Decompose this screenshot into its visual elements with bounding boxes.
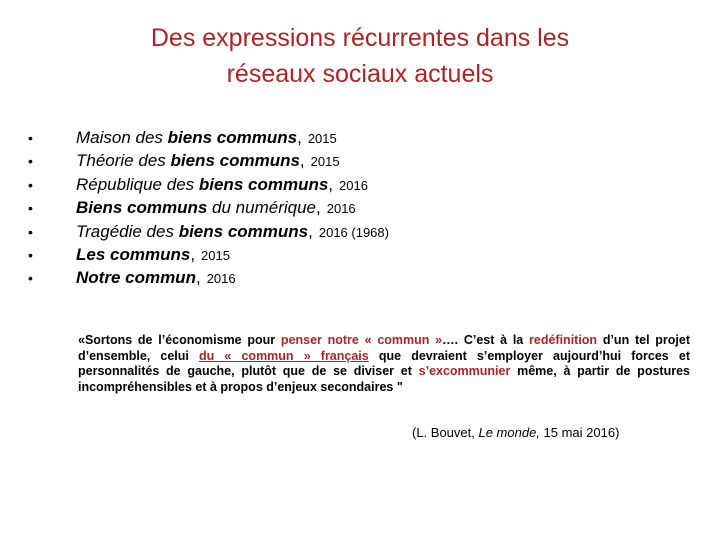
- item-year: 2016 (1968): [318, 224, 389, 240]
- item-text: Les communs: [76, 244, 191, 264]
- item-text: République des biens communs: [76, 174, 329, 194]
- expression-list: [28, 128, 389, 292]
- item-text: Biens communs du numérique: [76, 198, 316, 218]
- item-year: 2015: [307, 131, 337, 146]
- quote-block: «Sortons de l’économisme pour penser notre « commun »…. C’est à la redéfinition d’un tel projet d’ensemble, celui du « commun » français que devraient s’employer aujourd’hui forces et personnalités de gauche, plutôt que de se diviser et s’excommunier même, à partir de postures incompréhensibles et à propos d’enjeux secondaires ": [78, 333, 691, 394]
- bullet-icon: •: [28, 270, 33, 287]
- list-item: • Les communs , 2015: [28, 244, 230, 264]
- item-text: Notre commun: [76, 268, 196, 288]
- bullet-icon: •: [28, 246, 33, 263]
- list-item: • République des biens communs , 2016: [28, 174, 368, 194]
- quote-highlight: s’excommunier: [418, 364, 511, 378]
- bullet-icon: •: [28, 153, 33, 170]
- item-year: 2016: [326, 201, 356, 217]
- item-text: Tragédie des biens communs: [76, 221, 309, 241]
- title-line-1: Des expressions récurrentes dans les: [150, 24, 570, 52]
- list-item: • Maison des biens communs , 2015: [28, 128, 337, 147]
- quote-highlight: redéfinition: [529, 333, 598, 347]
- item-year: 2016: [206, 271, 236, 287]
- item-year: 2015: [201, 247, 230, 263]
- quote-highlight: penser notre « commun »: [280, 333, 443, 347]
- item-text: Théorie des biens communs: [76, 151, 300, 171]
- list-item: • Tragédie des biens communs , 2016 (1968): [28, 221, 389, 241]
- citation: (L. Bouvet, Le monde, 15 mai 2016): [412, 425, 620, 440]
- bullet-icon: •: [28, 200, 33, 217]
- list-item: • Biens communs du numérique , 2016: [28, 198, 356, 218]
- item-text: Maison des biens communs: [76, 128, 298, 147]
- bullet-icon: •: [28, 130, 33, 146]
- page-title: [0, 20, 720, 92]
- quote-highlight: du « commun » français: [199, 348, 369, 363]
- bullet-icon: •: [28, 176, 33, 193]
- item-year: 2015: [310, 154, 340, 170]
- title-line-2: réseaux sociaux actuels: [226, 60, 494, 88]
- item-year: 2016: [339, 177, 368, 193]
- list-item: • Notre commun , 2016: [28, 268, 236, 288]
- bullet-icon: •: [28, 223, 33, 240]
- list-item: • Théorie des biens communs , 2015: [28, 151, 340, 171]
- citation-source: Le monde,: [478, 425, 540, 440]
